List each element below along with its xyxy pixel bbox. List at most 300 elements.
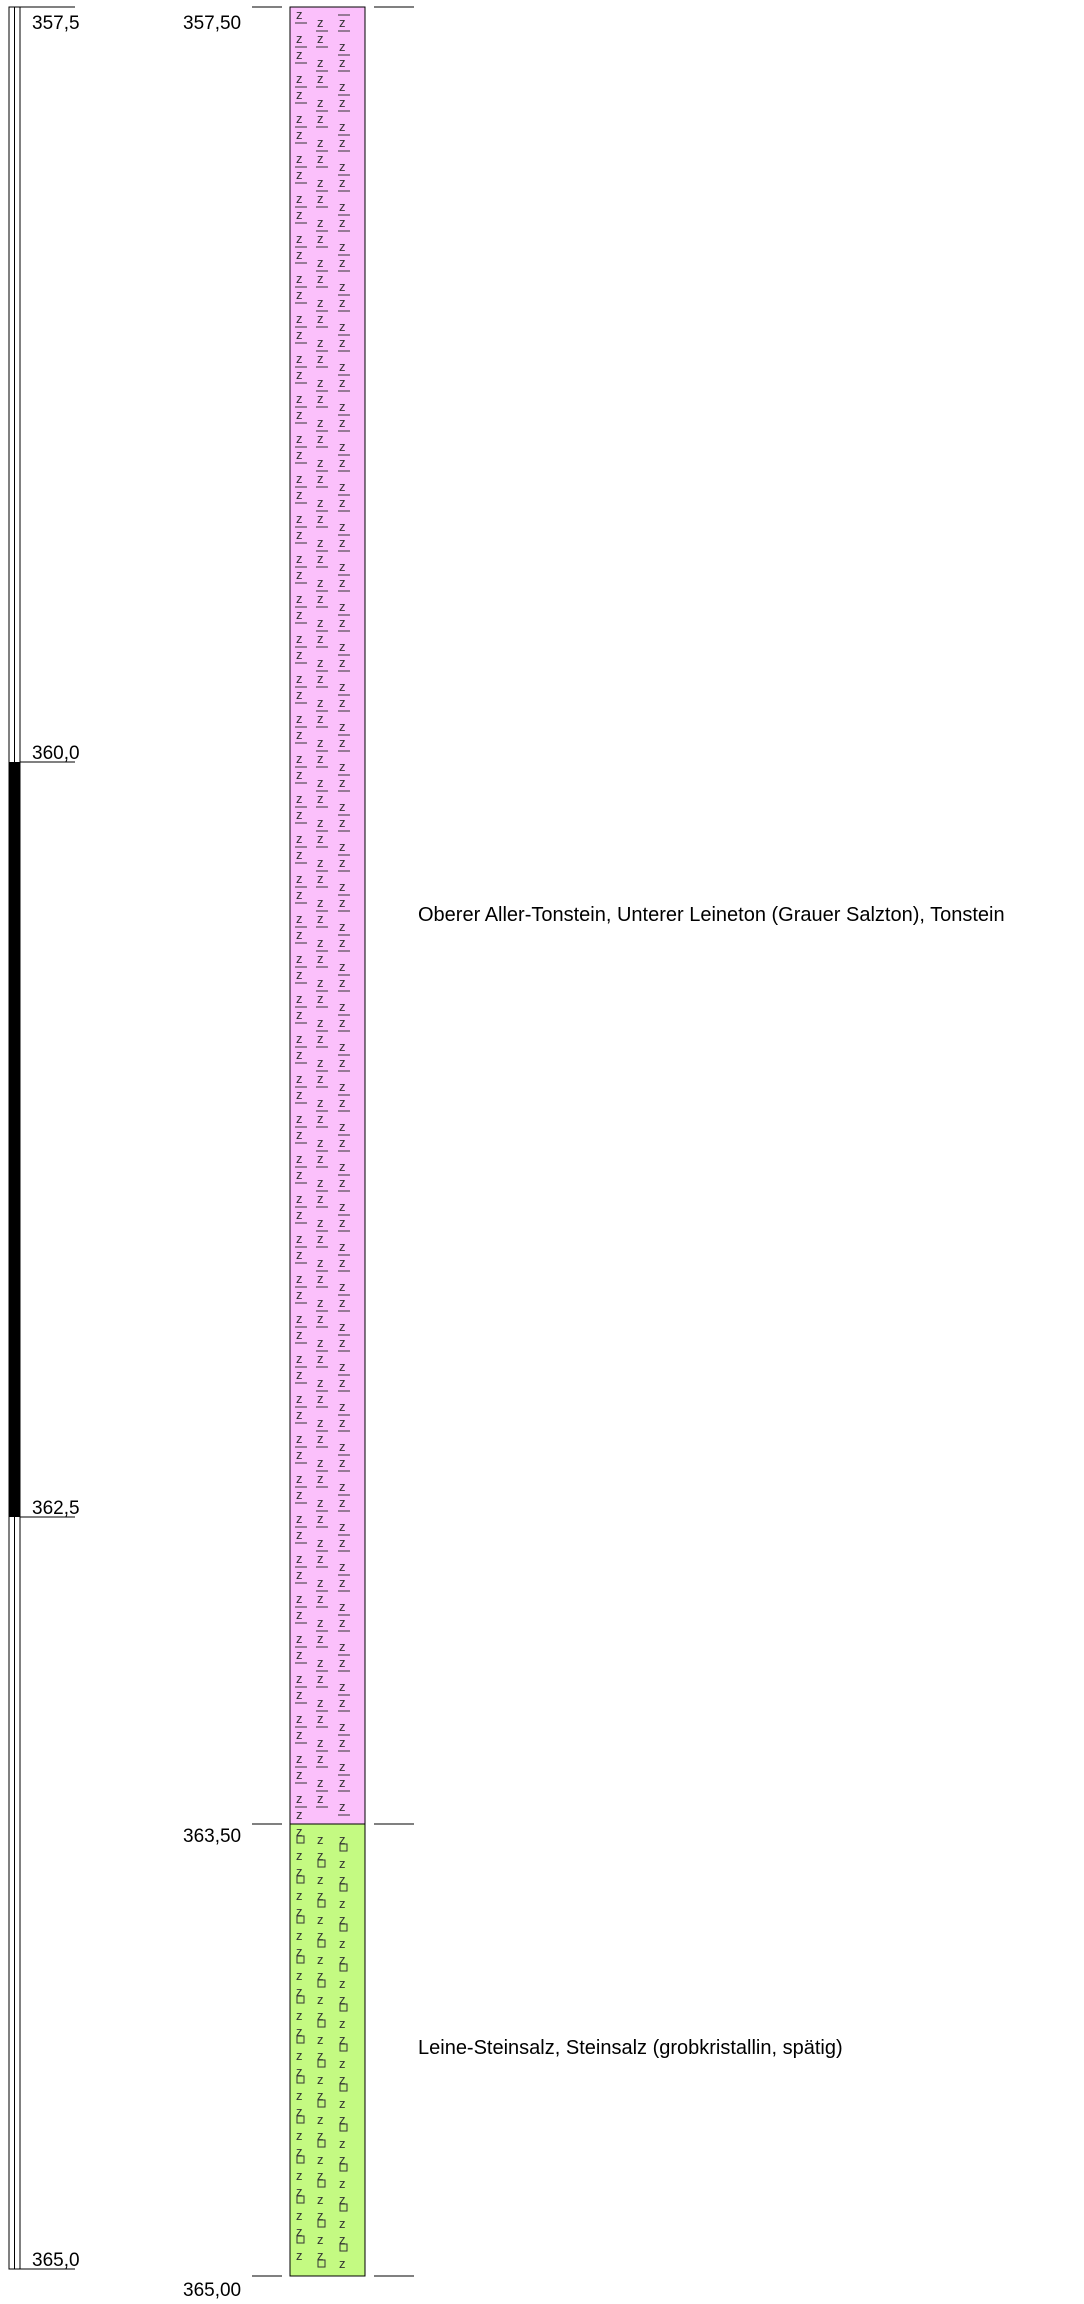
pattern-z-glyph: z (296, 1631, 303, 1646)
pattern-z-glyph: z (296, 2064, 303, 2079)
pattern-z-glyph: z (317, 2088, 324, 2103)
pattern-z-glyph: z (339, 1055, 346, 1070)
layer-top-depth-label: 357,50 (183, 13, 242, 34)
pattern-z-glyph: z (339, 615, 346, 630)
pattern-z-glyph: z (339, 215, 346, 230)
pattern-z-glyph: z (339, 1872, 346, 1887)
pattern-z-glyph: z (296, 807, 303, 822)
pattern-z-glyph: z (339, 1559, 346, 1574)
pattern-z-glyph: z (296, 271, 303, 286)
pattern-z-glyph: z (296, 847, 303, 862)
pattern-z-glyph: z (296, 1367, 303, 1382)
pattern-z-glyph: z (296, 2168, 303, 2183)
pattern-z-glyph: z (296, 1591, 303, 1606)
pattern-z-glyph: z (339, 1519, 346, 1534)
pattern-z-glyph: z (317, 815, 324, 830)
pattern-z-glyph: z (317, 735, 324, 750)
pattern-z-glyph: z (339, 735, 346, 750)
pattern-z-glyph: z (317, 1671, 324, 1686)
pattern-z-glyph: z (296, 327, 303, 342)
pattern-z-glyph: z (339, 719, 346, 734)
pattern-z-glyph: z (296, 287, 303, 302)
pattern-z-glyph: z (339, 1455, 346, 1470)
pattern-z-glyph: z (317, 255, 324, 270)
pattern-z-glyph: z (296, 1407, 303, 1422)
pattern-z-glyph: z (317, 1095, 324, 1110)
pattern-z-glyph: z (296, 367, 303, 382)
pattern-z-glyph: z (339, 175, 346, 190)
pattern-z-glyph: z (296, 1447, 303, 1462)
pattern-z-glyph: z (339, 79, 346, 94)
pattern-z-glyph: z (296, 1807, 303, 1822)
pattern-z-glyph: z (296, 591, 303, 606)
pattern-z-glyph: z (339, 559, 346, 574)
pattern-z-glyph: z (339, 2216, 346, 2231)
pattern-z-glyph: z (317, 1848, 324, 1863)
pattern-z-glyph: z (339, 335, 346, 350)
pattern-z-glyph: z (339, 799, 346, 814)
pattern-z-glyph: z (317, 391, 324, 406)
pattern-z-glyph: z (317, 751, 324, 766)
pattern-z-glyph: z (317, 871, 324, 886)
pattern-z-glyph: z (317, 1888, 324, 1903)
pattern-z-glyph: z (317, 1615, 324, 1630)
pattern-z-glyph: z (296, 2224, 303, 2239)
pattern-z-glyph: z (296, 1984, 303, 1999)
pattern-z-glyph: z (317, 2168, 324, 2183)
pattern-z-glyph: z (339, 1952, 346, 1967)
pattern-z-glyph: z (317, 1431, 324, 1446)
pattern-z-glyph: z (296, 1928, 303, 1943)
pattern-z-glyph: z (317, 1135, 324, 1150)
pattern-z-glyph: z (339, 679, 346, 694)
pattern-z-glyph: z (339, 1359, 346, 1374)
pattern-z-glyph: z (339, 1775, 346, 1790)
pattern-z-glyph: z (296, 407, 303, 422)
pattern-z-glyph: z (296, 711, 303, 726)
pattern-z-glyph: z (296, 967, 303, 982)
pattern-z-glyph: z (296, 167, 303, 182)
pattern-z-glyph: z (339, 1095, 346, 1110)
pattern-z-glyph: z (317, 351, 324, 366)
pattern-z-glyph: z (339, 1735, 346, 1750)
pattern-z-glyph: z (339, 879, 346, 894)
pattern-z-glyph: z (339, 1199, 346, 1214)
pattern-z-glyph: z (296, 1111, 303, 1126)
pattern-z-glyph: z (339, 1679, 346, 1694)
pattern-z-glyph: z (339, 439, 346, 454)
pattern-z-glyph: z (339, 695, 346, 710)
pattern-z-glyph: z (296, 511, 303, 526)
pattern-z-glyph: z (339, 2256, 346, 2271)
pattern-z-glyph: z (317, 1415, 324, 1430)
pattern-z-glyph: z (296, 791, 303, 806)
pattern-z-glyph: z (296, 2128, 303, 2143)
pattern-z-glyph: z (296, 247, 303, 262)
pattern-z-glyph: z (339, 2112, 346, 2127)
pattern-z-glyph: z (317, 1295, 324, 1310)
pattern-z-glyph: z (296, 1864, 303, 1879)
pattern-z-glyph: z (339, 1295, 346, 1310)
pattern-z-glyph: z (339, 455, 346, 470)
pattern-z-glyph: z (339, 1976, 346, 1991)
pattern-z-glyph: z (339, 1992, 346, 2007)
pattern-z-glyph: z (317, 1391, 324, 1406)
pattern-z-glyph: z (317, 535, 324, 550)
pattern-z-glyph: z (296, 207, 303, 222)
pattern-z-glyph: z (317, 935, 324, 950)
pattern-z-glyph: z (339, 55, 346, 70)
pattern-z-glyph: z (296, 2024, 303, 2039)
pattern-z-glyph: z (339, 239, 346, 254)
scale-label-360: 360,0 (32, 743, 80, 764)
pattern-z-glyph: z (317, 1231, 324, 1246)
pattern-z-glyph: z (339, 1639, 346, 1654)
pattern-z-glyph: z (339, 1719, 346, 1734)
pattern-z-glyph: z (296, 1767, 303, 1782)
pattern-z-glyph: z (296, 767, 303, 782)
pattern-z-glyph: z (339, 839, 346, 854)
pattern-z-glyph: z (296, 487, 303, 502)
pattern-z-glyph: z (296, 1824, 303, 1839)
pattern-z-glyph: z (317, 1471, 324, 1486)
pattern-z-glyph: z (296, 567, 303, 582)
pattern-z-glyph: z (339, 135, 346, 150)
pattern-z-glyph: z (339, 975, 346, 990)
layer-description: Oberer Aller-Tonstein, Unterer Leineton (Grauer Salzton), Tonstein (418, 904, 1005, 926)
pattern-z-glyph: z (296, 991, 303, 1006)
pattern-z-glyph: z (339, 1119, 346, 1134)
pattern-z-glyph: z (339, 1936, 346, 1951)
pattern-z-glyph: z (296, 1904, 303, 1919)
pattern-z-glyph: z (296, 7, 303, 22)
pattern-z-glyph: z (317, 1551, 324, 1566)
pattern-z-glyph: z (296, 311, 303, 326)
pattern-z-glyph: z (317, 1968, 324, 1983)
layer-description: Leine-Steinsalz, Steinsalz (grobkristallin, spätig) (418, 2037, 843, 2059)
pattern-z-glyph: z (296, 447, 303, 462)
pattern-z-glyph: z (296, 1031, 303, 1046)
pattern-z-glyph: z (317, 895, 324, 910)
pattern-z-glyph: z (296, 1711, 303, 1726)
pattern-z-glyph: z (296, 1471, 303, 1486)
pattern-z-glyph: z (317, 2008, 324, 2023)
pattern-z-glyph: z (317, 15, 324, 30)
pattern-z-glyph: z (296, 1311, 303, 1326)
pattern-z-glyph: z (296, 647, 303, 662)
pattern-z-glyph: z (296, 2008, 303, 2023)
pattern-z-glyph: z (296, 1151, 303, 1166)
pattern-z-glyph: z (339, 1319, 346, 1334)
pattern-z-glyph: z (317, 111, 324, 126)
pattern-z-glyph: z (296, 1127, 303, 1142)
pattern-z-glyph: z (296, 391, 303, 406)
pattern-z-glyph: z (317, 2072, 324, 2087)
pattern-z-glyph: z (317, 1631, 324, 1646)
pattern-z-glyph: z (317, 951, 324, 966)
pattern-z-glyph: z (296, 1391, 303, 1406)
pattern-z-glyph: z (339, 15, 346, 30)
pattern-z-glyph: z (339, 119, 346, 134)
pattern-z-glyph: z (317, 2208, 324, 2223)
pattern-z-glyph: z (296, 47, 303, 62)
pattern-z-glyph: z (317, 1375, 324, 1390)
pattern-z-glyph: z (296, 1551, 303, 1566)
pattern-z-glyph: z (339, 855, 346, 870)
pattern-z-glyph: z (339, 2072, 346, 2087)
pattern-z-glyph: z (339, 1479, 346, 1494)
pattern-z-glyph: z (339, 1856, 346, 1871)
pattern-z-glyph: z (296, 2208, 303, 2223)
pattern-z-glyph: z (296, 151, 303, 166)
pattern-z-glyph: z (339, 1896, 346, 1911)
pattern-z-glyph: z (339, 775, 346, 790)
core-segment-bar (9, 762, 20, 1517)
pattern-z-glyph: z (339, 479, 346, 494)
pattern-z-glyph: z (339, 1575, 346, 1590)
pattern-z-glyph: z (317, 71, 324, 86)
scale-label-3625: 362,5 (32, 1498, 80, 1519)
pattern-z-glyph: z (339, 2096, 346, 2111)
pattern-z-glyph: z (339, 1599, 346, 1614)
pattern-z-glyph: z (296, 1527, 303, 1542)
pattern-z-glyph: z (296, 431, 303, 446)
pattern-z-glyph: z (339, 1799, 346, 1814)
pattern-z-glyph: z (317, 511, 324, 526)
pattern-z-glyph: z (296, 887, 303, 902)
pattern-z-glyph: z (339, 575, 346, 590)
pattern-z-glyph: z (296, 31, 303, 46)
pattern-z-glyph: z (317, 1591, 324, 1606)
pattern-z-glyph: z (339, 255, 346, 270)
base-depth-label: 365,00 (183, 2280, 242, 2301)
pattern-z-glyph: z (296, 1231, 303, 1246)
pattern-z-glyph: z (339, 639, 346, 654)
pattern-z-glyph: z (339, 1399, 346, 1414)
pattern-z-glyph: z (296, 1791, 303, 1806)
pattern-z-glyph: z (296, 2248, 303, 2263)
pattern-z-glyph: z (339, 1135, 346, 1150)
pattern-z-glyph: z (296, 751, 303, 766)
pattern-z-glyph: z (296, 1207, 303, 1222)
pattern-z-glyph: z (317, 31, 324, 46)
pattern-z-glyph: z (339, 1495, 346, 1510)
pattern-z-glyph: z (339, 1375, 346, 1390)
pattern-z-glyph: z (296, 551, 303, 566)
pattern-z-glyph: z (317, 1495, 324, 1510)
pattern-z-glyph: z (317, 455, 324, 470)
pattern-z-glyph: z (296, 1511, 303, 1526)
pattern-z-glyph: z (339, 359, 346, 374)
pattern-z-glyph: z (339, 375, 346, 390)
pattern-z-glyph: z (296, 607, 303, 622)
pattern-z-glyph: z (317, 775, 324, 790)
pattern-z-glyph: z (296, 1167, 303, 1182)
pattern-z-glyph: z (296, 1351, 303, 1366)
pattern-z-glyph: z (317, 2048, 324, 2063)
pattern-z-glyph: z (296, 2048, 303, 2063)
pattern-z-glyph: z (296, 1327, 303, 1342)
pattern-z-glyph: z (317, 2128, 324, 2143)
pattern-z-glyph: z (317, 1031, 324, 1046)
pattern-z-glyph: z (296, 1751, 303, 1766)
pattern-z-glyph: z (296, 2144, 303, 2159)
pattern-z-glyph: z (317, 1215, 324, 1230)
pattern-z-glyph: z (339, 1655, 346, 1670)
pattern-z-glyph: z (317, 375, 324, 390)
pattern-z-glyph: z (296, 111, 303, 126)
pattern-z-glyph: z (317, 1511, 324, 1526)
pattern-z-glyph: z (317, 215, 324, 230)
pattern-z-glyph: z (317, 151, 324, 166)
pattern-z-glyph: z (339, 1239, 346, 1254)
pattern-z-glyph: z (317, 655, 324, 670)
pattern-z-glyph: z (317, 175, 324, 190)
pattern-z-glyph: z (296, 1247, 303, 1262)
pattern-z-glyph: z (317, 55, 324, 70)
pattern-z-glyph: z (296, 1647, 303, 1662)
pattern-z-glyph: z (339, 655, 346, 670)
pattern-z-glyph: z (317, 831, 324, 846)
pattern-z-glyph: z (317, 911, 324, 926)
pattern-z-glyph: z (296, 127, 303, 142)
pattern-z-glyph: z (296, 471, 303, 486)
pattern-z-glyph: z (317, 615, 324, 630)
pattern-z-glyph: z (339, 1615, 346, 1630)
pattern-z-glyph: z (339, 1535, 346, 1550)
pattern-z-glyph: z (317, 1575, 324, 1590)
pattern-z-glyph: z (317, 2152, 324, 2167)
pattern-z-glyph: z (339, 295, 346, 310)
pattern-z-glyph: z (317, 471, 324, 486)
pattern-z-glyph: z (296, 1087, 303, 1102)
pattern-z-glyph: z (296, 231, 303, 246)
pattern-z-glyph: z (339, 39, 346, 54)
pattern-z-glyph: z (296, 71, 303, 86)
pattern-z-glyph: z (317, 591, 324, 606)
pattern-z-glyph: z (317, 671, 324, 686)
pattern-z-glyph: z (339, 2176, 346, 2191)
pattern-z-glyph: z (339, 1279, 346, 1294)
pattern-z-glyph: z (339, 199, 346, 214)
pattern-z-glyph: z (339, 1759, 346, 1774)
pattern-z-glyph: z (317, 1751, 324, 1766)
pattern-z-glyph: z (317, 791, 324, 806)
pattern-z-glyph: z (296, 1287, 303, 1302)
pattern-z-glyph: z (317, 1455, 324, 1470)
pattern-z-glyph: z (296, 191, 303, 206)
pattern-z-glyph: z (339, 1832, 346, 1847)
pattern-z-glyph: z (339, 959, 346, 974)
pattern-z-glyph: z (317, 1655, 324, 1670)
pattern-z-glyph: z (317, 2248, 324, 2263)
pattern-z-glyph: z (339, 1335, 346, 1350)
pattern-z-glyph: z (339, 279, 346, 294)
pattern-z-glyph: z (339, 2032, 346, 2047)
pattern-z-glyph: z (317, 271, 324, 286)
pattern-z-glyph: z (317, 1791, 324, 1806)
pattern-z-glyph: z (317, 1111, 324, 1126)
pattern-z-glyph: z (296, 351, 303, 366)
scale-label-bottom: 365,0 (32, 2250, 80, 2271)
pattern-z-glyph: z (317, 2032, 324, 2047)
pattern-z-glyph: z (317, 1175, 324, 1190)
pattern-z-glyph: z (317, 631, 324, 646)
pattern-z-glyph: z (317, 991, 324, 1006)
pattern-z-glyph: z (339, 1039, 346, 1054)
pattern-z-glyph: z (339, 2056, 346, 2071)
pattern-z-glyph: z (317, 1335, 324, 1350)
pattern-z-glyph: z (296, 2088, 303, 2103)
pattern-z-glyph: z (339, 1079, 346, 1094)
pattern-z-glyph: z (317, 575, 324, 590)
pattern-z-glyph: z (317, 2232, 324, 2247)
pattern-z-glyph: z (317, 1928, 324, 1943)
pattern-z-glyph: z (317, 311, 324, 326)
pattern-z-glyph: z (296, 1944, 303, 1959)
pattern-z-glyph: z (317, 1952, 324, 1967)
pattern-z-glyph: z (317, 1832, 324, 1847)
pattern-z-glyph: z (317, 1872, 324, 1887)
pattern-z-glyph: z (339, 999, 346, 1014)
pattern-z-glyph: z (339, 319, 346, 334)
pattern-z-glyph: z (317, 335, 324, 350)
pattern-z-glyph: z (296, 1888, 303, 1903)
pattern-z-glyph: z (296, 2104, 303, 2119)
pattern-z-glyph: z (296, 87, 303, 102)
pattern-z-glyph: z (317, 495, 324, 510)
pattern-z-glyph: z (296, 871, 303, 886)
pattern-z-glyph: z (339, 759, 346, 774)
pattern-z-glyph: z (339, 95, 346, 110)
pattern-z-glyph: z (317, 415, 324, 430)
pattern-z-glyph: z (339, 2016, 346, 2031)
pattern-z-glyph: z (296, 527, 303, 542)
pattern-z-glyph: z (296, 831, 303, 846)
pattern-z-glyph: z (339, 1439, 346, 1454)
pattern-z-glyph: z (317, 1071, 324, 1086)
pattern-z-glyph: z (296, 951, 303, 966)
pattern-z-glyph: z (339, 599, 346, 614)
pattern-z-glyph: z (339, 1215, 346, 1230)
pattern-z-glyph: z (296, 1071, 303, 1086)
pattern-z-glyph: z (339, 2232, 346, 2247)
pattern-z-glyph: z (296, 1687, 303, 1702)
pattern-z-glyph: z (296, 631, 303, 646)
pattern-z-glyph: z (317, 1912, 324, 1927)
pattern-z-glyph: z (317, 1351, 324, 1366)
pattern-z-glyph: z (317, 295, 324, 310)
pattern-z-glyph: z (317, 2112, 324, 2127)
pattern-z-glyph: z (317, 1695, 324, 1710)
pattern-z-glyph: z (339, 535, 346, 550)
pattern-z-glyph: z (317, 135, 324, 150)
pattern-z-glyph: z (339, 495, 346, 510)
pattern-z-glyph: z (339, 1159, 346, 1174)
pattern-z-glyph: z (296, 687, 303, 702)
pattern-z-glyph: z (317, 1311, 324, 1326)
pattern-z-glyph: z (317, 1015, 324, 1030)
pattern-z-glyph: z (317, 1992, 324, 2007)
pattern-z-glyph: z (296, 1727, 303, 1742)
pattern-z-glyph: z (339, 1175, 346, 1190)
pattern-z-glyph: z (296, 1671, 303, 1686)
pattern-z-glyph: z (339, 895, 346, 910)
pattern-z-glyph: z (317, 2192, 324, 2207)
pattern-z-glyph: z (296, 1848, 303, 1863)
pattern-z-glyph: z (317, 551, 324, 566)
pattern-z-glyph: z (317, 1055, 324, 1070)
